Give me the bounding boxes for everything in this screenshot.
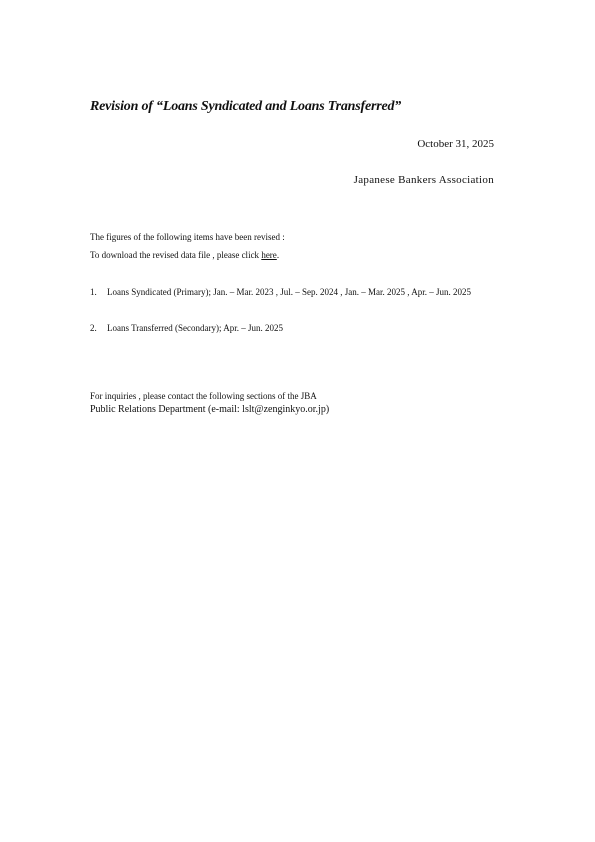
contact-line-1: For inquiries , please contact the following sections of the JBA <box>90 391 317 401</box>
intro-line-2-suffix: . <box>276 250 280 260</box>
list-item-number: 2. <box>90 323 97 333</box>
intro-line-2-prefix: To download the revised data file , please click <box>90 250 262 260</box>
list-item-number: 1. <box>90 287 97 297</box>
contact-section <box>90 389 329 417</box>
intro-line-1: The figures of the following items have been revised : <box>90 232 285 242</box>
intro-line-2 <box>90 246 285 264</box>
list-item-text: Loans Syndicated (Primary); Jan. – Mar. 2023 , Jul. – Sep. 2024 , Jan. – Mar. 2025 , Apr. – Jun. 2025 <box>107 287 471 297</box>
organization-name: Japanese Bankers Association <box>353 174 494 186</box>
document-date: October 31, 2025 <box>417 138 494 150</box>
list-item-text: Loans Transferred (Secondary); Apr. – Jun. 2025 <box>107 323 283 333</box>
document-title: Revision of “Loans Syndicated and Loans Transferred” <box>90 99 402 114</box>
list-item <box>90 283 500 301</box>
list-item <box>90 319 500 337</box>
download-link[interactable]: here <box>261 250 277 260</box>
revised-items-list <box>90 283 500 355</box>
intro-paragraph <box>90 228 285 264</box>
contact-line-2: Public Relations Department (e-mail: lslt@zenginkyo.or.jp) <box>90 404 330 415</box>
